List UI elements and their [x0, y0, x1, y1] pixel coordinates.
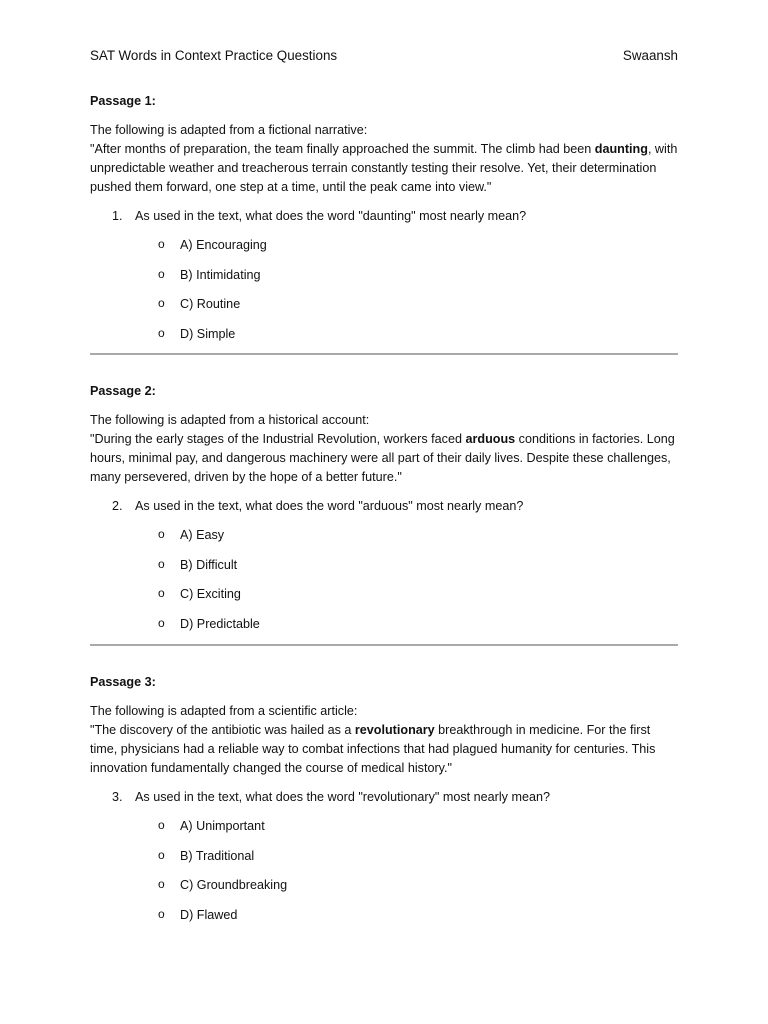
answer-option-c — [90, 585, 678, 604]
bullet-icon: o — [158, 237, 165, 251]
option-label: B) Intimidating — [180, 267, 261, 282]
option-label: C) Exciting — [180, 587, 241, 601]
passage-1-section — [90, 92, 678, 354]
option-label: C) Groundbreaking — [180, 878, 288, 892]
passage-quote-start: "During the early stages of the Industrial Revolution, workers faced — [90, 432, 466, 446]
answer-option-d — [90, 325, 678, 344]
question-text: As used in the text, what does the word "revolutionary" most nearly mean? — [135, 790, 550, 804]
answer-options — [90, 817, 678, 925]
option-label: A) Unimportant — [180, 819, 265, 833]
option-label: D) Predictable — [180, 616, 260, 631]
option-label: B) Difficult — [180, 557, 238, 572]
section-divider — [90, 644, 678, 646]
bullet-icon: o — [158, 266, 165, 281]
answer-options — [90, 526, 678, 634]
passage-title: Passage 1: — [90, 94, 156, 108]
bullet-icon: o — [158, 527, 165, 541]
question-2 — [90, 497, 678, 516]
bullet-icon: o — [158, 556, 165, 571]
passage-keyword: revolutionary — [354, 723, 435, 737]
option-label: D) Simple — [180, 326, 236, 341]
passage-quote-end: breakthrough in medicine. For the first time, physicians had a reliable way to combat infections that had plagued humanity for centuries. This innovation fundamentally changed the course of medical history." — [90, 723, 656, 775]
answer-option-c — [90, 295, 678, 314]
document-title: SAT Words in Context Practice Questions — [90, 48, 338, 63]
section-divider — [90, 353, 678, 355]
answer-option-a — [90, 817, 678, 836]
passage-text — [90, 411, 678, 487]
bullet-icon: o — [158, 906, 165, 921]
question-1 — [90, 207, 678, 226]
passage-intro: The following is adapted from a scientific article: — [90, 704, 358, 718]
bullet-icon: o — [158, 296, 165, 310]
answer-option-d — [90, 906, 678, 925]
answer-option-b — [90, 847, 678, 866]
option-label: A) Encouraging — [180, 238, 267, 252]
passage-title: Passage 3: — [90, 675, 156, 689]
answer-option-b — [90, 556, 678, 575]
passage-title: Passage 2: — [90, 384, 156, 398]
passage-3-section — [90, 673, 678, 935]
bullet-icon: o — [158, 325, 165, 340]
bullet-icon: o — [158, 586, 165, 600]
option-label: B) Traditional — [180, 848, 255, 863]
passage-keyword: daunting — [594, 142, 648, 156]
passage-quote-start: "After months of preparation, the team finally approached the summit. The climb had been — [90, 142, 595, 156]
answer-option-b — [90, 266, 678, 285]
passage-quote-start: "The discovery of the antibiotic was hailed as a — [90, 723, 355, 737]
question-text: As used in the text, what does the word "arduous" most nearly mean? — [135, 499, 524, 513]
passage-2-section — [90, 382, 678, 644]
page-header — [90, 46, 678, 65]
passage-quote-end: , with unpredictable weather and treacherous terrain constantly testing their resolve. Yet, their determination pushed them forward, one step at a time, until the peak came into view." — [90, 142, 678, 194]
author-name: Swaansh — [622, 48, 678, 63]
passage-text — [90, 121, 678, 197]
answer-option-a — [90, 236, 678, 255]
question-number: 1. — [112, 209, 123, 223]
passage-text — [90, 702, 678, 778]
answer-option-a — [90, 526, 678, 545]
option-label: D) Flawed — [180, 907, 238, 922]
bullet-icon: o — [158, 818, 165, 832]
answer-options — [90, 236, 678, 344]
passage-intro: The following is adapted from a fictional narrative: — [90, 123, 368, 137]
option-label: A) Easy — [180, 528, 225, 542]
passage-quote-end: conditions in factories. Long hours, minimal pay, and dangerous machinery were all part of their daily lives. Despite these challenges, many persevered, driven by the hope of a better future." — [90, 432, 675, 484]
question-number: 2. — [112, 499, 123, 513]
answer-option-c — [90, 876, 678, 895]
option-label: C) Routine — [180, 297, 241, 311]
bullet-icon: o — [158, 847, 165, 862]
bullet-icon: o — [158, 877, 165, 891]
question-number: 3. — [112, 790, 123, 804]
question-text: As used in the text, what does the word "daunting" most nearly mean? — [135, 209, 527, 223]
answer-option-d — [90, 615, 678, 634]
passage-intro: The following is adapted from a historical account: — [90, 413, 370, 427]
passage-keyword: arduous — [465, 432, 516, 446]
bullet-icon: o — [158, 615, 165, 630]
question-3 — [90, 788, 678, 807]
